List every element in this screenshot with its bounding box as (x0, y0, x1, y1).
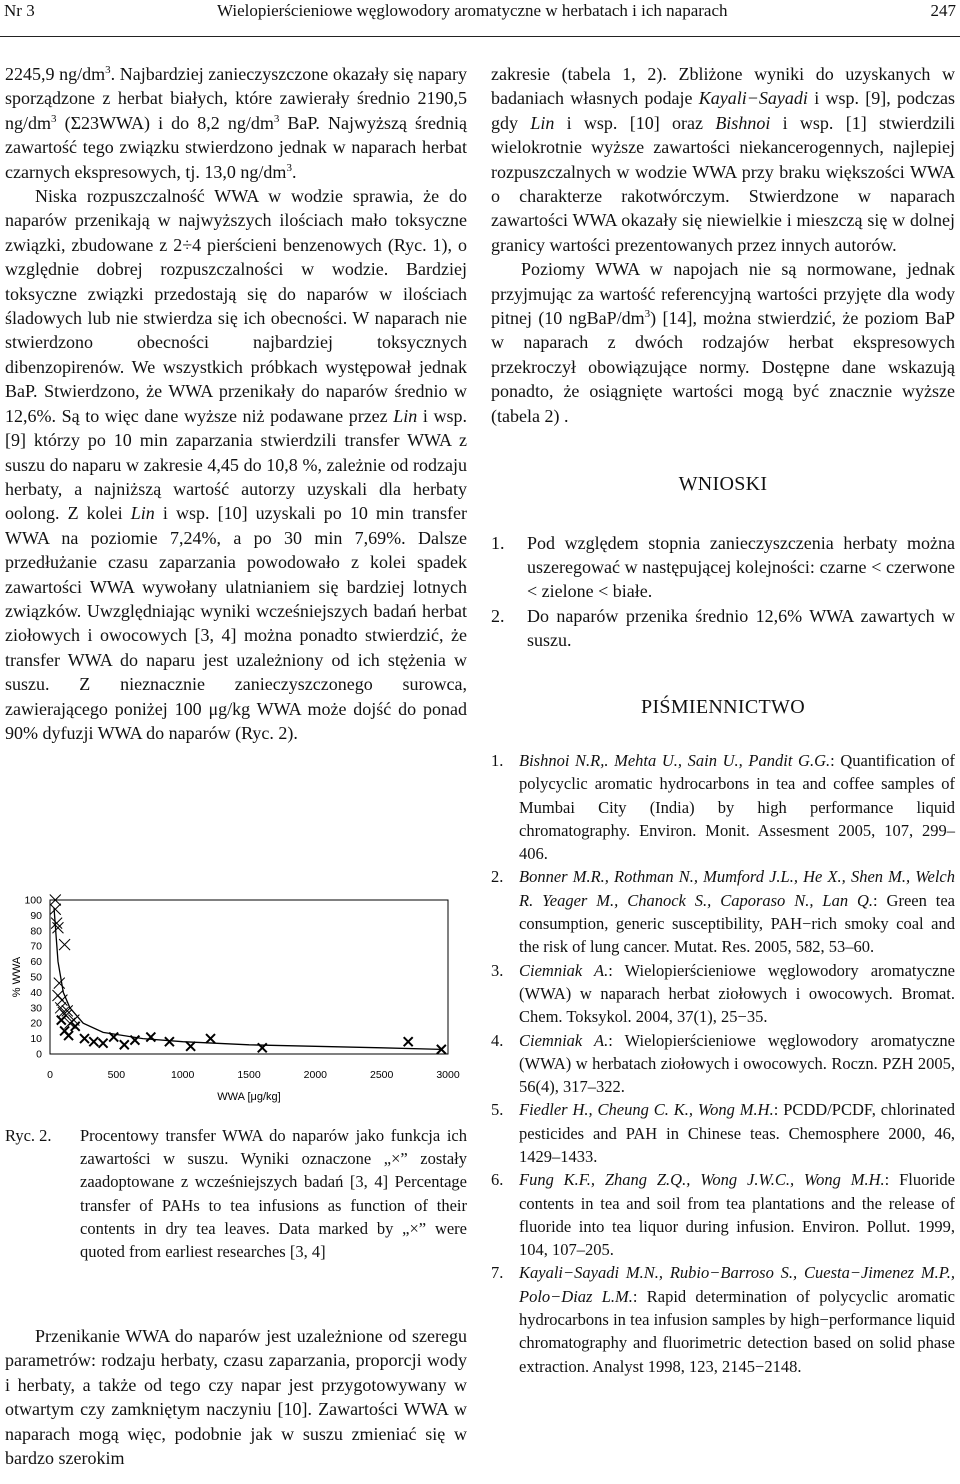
conclusions-list (491, 531, 955, 653)
data-point-own (80, 1034, 89, 1043)
y-tick-label: 10 (30, 1033, 42, 1046)
y-tick-label: 0 (36, 1048, 42, 1061)
x-tick-label: 3000 (436, 1069, 460, 1081)
y-axis-label: % WWA (11, 956, 23, 998)
y-tick-label: 30 (30, 1002, 42, 1015)
data-point-earlier (59, 939, 70, 950)
running-title: Wielopierścieniowe węglowodory aromatyczne w herbatach i ich naparach (217, 1, 728, 20)
reference-item: 3. Ciemniak A.: Wielopierścieniowe węglowodory aromatyczne (WWA) w naparach herbat ziołowych i owocowych. Bromat. Chem. Toksykol. 2004, 37(1), 25−35. (491, 960, 955, 1027)
left-paragraph-2: Niska rozpuszczalność WWA w wodzie sprawia, że do naparów przenikają w najwyższych ilościach mało toksyczne związki, zbudowane z 2÷4 pierścieni benzenowych (Ryc. 1), o względnie dobrej rozpuszczalności w wodzie. Bardziej toksyczne związki przedostają się do naparów w ilościach śladowych lub nie stwierdza się ich obecności. W naparach nie stwierdzono obecności najbardziej toksycznych dibenzopirenów. We wszystkich próbkach występował jednak BaP. Stwierdzono, że WWA przenikały do naparów średnio w 12,6%. Są to więc dane wyższe niż podawane przez Lin i wsp. [9] którzy po 10 min zaparzania stwierdzili transfer WWA z suszu do naparu w zakresie 4,45 do 10,8 %, zależnie od rodzaju herbaty, a najniższą wartość autorzy uzyskali dla herbaty oolong. Z kolei Lin i wsp. [10] uzyskali po 10 min transfer WWA na poziomie 7,24%, a po 30 min 7,69%. Dalsze przedłużanie czasu zaparzania powodowało z kolei spadek zawartości WWA wywołany ulatnianiem się bardziej lotnych związków. Uwzględniając wyniki wcześniejszych badań herbat ziołowych i owocowych [3, 4] można ponadto stwierdzić, że transfer WWA do naparu jest uzależniony od ich stężenia w suszu. Z nieznacznie zanieczyszczonego surowca, zawierającego poniżej 100 μg/kg WWA może dojść do ponad 90% dyfuzji WWA do naparów (Ryc. 2). (5, 186, 467, 743)
data-point-own (206, 1034, 215, 1043)
left-paragraph-1: 2245,9 $ng/dm^3$. Najbardziej zanieczyszczone okazały się napary sporządzone z herbat białych, które zawierały średnio 2190,5 $ng/dm^3$ (Σ23WWA) i do 8,2 $ng/dm^3$ BaP. Najwyższą średnią zawartość tego związku stwierdzono jednak w naparach herbat czarnych ekspresowych, tj. 13,0 $ng/dm^3$. (5, 64, 467, 182)
transfer-scatter-chart (0, 880, 480, 1120)
references-list (491, 749, 955, 1378)
y-tick-label: 60 (30, 956, 42, 969)
data-point-own (186, 1042, 195, 1051)
data-point-own (120, 1040, 129, 1049)
issue-number: Nr 3 (4, 1, 35, 20)
data-point-own (89, 1037, 98, 1046)
left-paragraph-3: Przenikanie WWA do naparów jest uzależnione od szeregu parametrów: rodzaju herbaty, czasu zaparzania, proporcji wody i herbaty, a także od tego czy napar jest przygotowywany w otwartym czy zamkniętym naczyniu [10]. Zawartości WWA w naparach mogą więc, podobnie jak w suszu zmieniać się w bardzo szerokim (5, 1326, 467, 1469)
data-point-own (64, 1031, 73, 1040)
caption-label: Ryc. 2. (5, 1126, 52, 1145)
conclusions-title: WNIOSKI (678, 473, 768, 496)
y-tick-label: 80 (30, 925, 42, 938)
figure-caption (5, 1124, 467, 1263)
caption-text: Procentowy transfer WWA do naparów jako funkcja ich zawartości w suszu. Wyniki oznaczone „×” zostały zaadoptowane z wcześniejszych badań [3, 4] Percentage transfer of PAHs to tea infusions as function of their contents in dry tea leaves. Data marked by „×” were quoted from earliest researches [3, 4] (80, 1126, 467, 1262)
x-tick-label: 2500 (369, 1069, 394, 1081)
reference-item: 7. Kayali−Sayadi M.N., Rubio−Barroso S., Cuesta−Jimenez M.P., Polo−Diaz L.M.: Rapid determination of polycyclic aromatic hydrocarbons in tea infusion samples by high−performance liquid chromatography and fluorimetric detection based on solid phase extraction. Analyst 1998, 123, 2145−2148. (491, 1263, 956, 1376)
page-number: 247 (930, 1, 956, 20)
x-tick-label: 500 (107, 1069, 126, 1081)
data-point-earlier (54, 978, 65, 989)
reference-item: 4. Ciemniak A.: Wielopierścieniowe węglowodory aromatyczne (WWA) w herbatach ziołowych i owocowych. Roczn. PZH 2005, 56(4), 317–322. (491, 1030, 955, 1097)
reference-item: 6. Fung K.F., Zhang Z.Q., Wong J.W.C., Wong M.H.: Fluoride contents in tea and soil from tea plantations and the release of fluoride into tea liquor during infusion. Environ. Pollut. 1999, 104, 107–205. (491, 1170, 955, 1260)
x-tick-label: 0 (47, 1069, 53, 1081)
plot-frame (50, 900, 448, 1054)
left-column-bottom (5, 1324, 467, 1470)
right-column (491, 62, 955, 1378)
data-point-own (165, 1037, 174, 1046)
x-axis-label: WWA [μg/kg] (217, 1091, 281, 1103)
reference-item: 1. Bishnoi N.R,. Mehta U., Sain U., Pandit G.G.: Quantification of polycyclic aromatic hydrocarbons in tea and coffee samples of Mumbai City (India) by high performance liquid chromatography. Environ. Monit. Assesment 2005, 107, 299–406. (491, 750, 955, 864)
y-tick-label: 100 (24, 894, 42, 907)
conclusion-item: 1. Pod względem stopnia zanieczyszczenia herbaty można uszeregować w następującej kolejności: czarne < czerwone < zielone < białe. (491, 532, 955, 602)
x-tick-label: 2000 (303, 1069, 328, 1081)
data-point-earlier (56, 995, 67, 1006)
left-column (5, 62, 467, 745)
data-point-own (404, 1037, 413, 1046)
right-paragraph-1: zakresie (tabela 1, 2). Zbliżone wyniki do uzyskanych w badaniach własnych podaje Kayali−Sayadi i wsp. [9], podczas gdy Lin i wsp. [10] oraz Bishnoi i wsp. [1] stwierdzili wielokrotnie wyższe zawartości niekancerogennych, najlepiej rozpuszczalnych w wodzie WWA przy braku większości WWA o charakterze rakotwórczym. Stwierdzone w naparach zawartości WWA okazały się niewielkie i mieszczą się w dolnej granicy wartości prezentowanych przez innych autorów. (491, 64, 956, 255)
y-tick-label: 90 (30, 909, 42, 922)
reference-item: 2. Bonner M.R., Rothman N., Mumford J.L., He X., Shen M., Welch R. Yeager M., Chanock S., Caporaso N., Lan Q.: Green tea consumption, generic susceptibility, PAH−rich smoky coal and the risk of lung cancer. Mutat. Res. 2005, 582, 53–60. (491, 867, 955, 957)
x-tick-label: 1500 (237, 1069, 261, 1081)
data-point-own (99, 1039, 108, 1048)
references-title: PIŚMIENNICTWO (641, 695, 805, 718)
data-point-own (71, 1022, 80, 1031)
data-point-earlier (50, 904, 61, 915)
y-tick-label: 50 (30, 971, 42, 984)
right-paragraph-2: Poziomy WWA w napojach nie są normowane, jednak przyjmując za wartość referencyjną wartości przyjęte dla wody pitnej (10 ngBaP/$dm^3$) [14], można stwierdzić, że poziom BaP w naparach z dwóch rodzajów herbat ekspresowych przekroczył obowiązujące normy. Dostępne dane wskazują ponadto, że osiągnięte wartości mogą być znacznie wyższe (tabela 2) . (491, 259, 956, 426)
trend-line (54, 908, 441, 1050)
page-header (0, 0, 960, 37)
x-tick-label: 1000 (170, 1069, 195, 1081)
y-tick-label: 20 (30, 1017, 42, 1030)
conclusion-item: 2. Do naparów przenika średnio 12,6% WWA zawartych w suszu. (491, 605, 955, 651)
reference-item: 5. Fiedler H., Cheung C. K., Wong M.H.: PCDD/PCDF, chlorinated pesticides and PAH in Chinese teas. Chemosphere 2000, 46, 1429–1433. (491, 1100, 955, 1166)
y-tick-label: 40 (30, 986, 42, 999)
y-tick-label: 70 (30, 940, 42, 953)
data-point-own (146, 1033, 155, 1042)
